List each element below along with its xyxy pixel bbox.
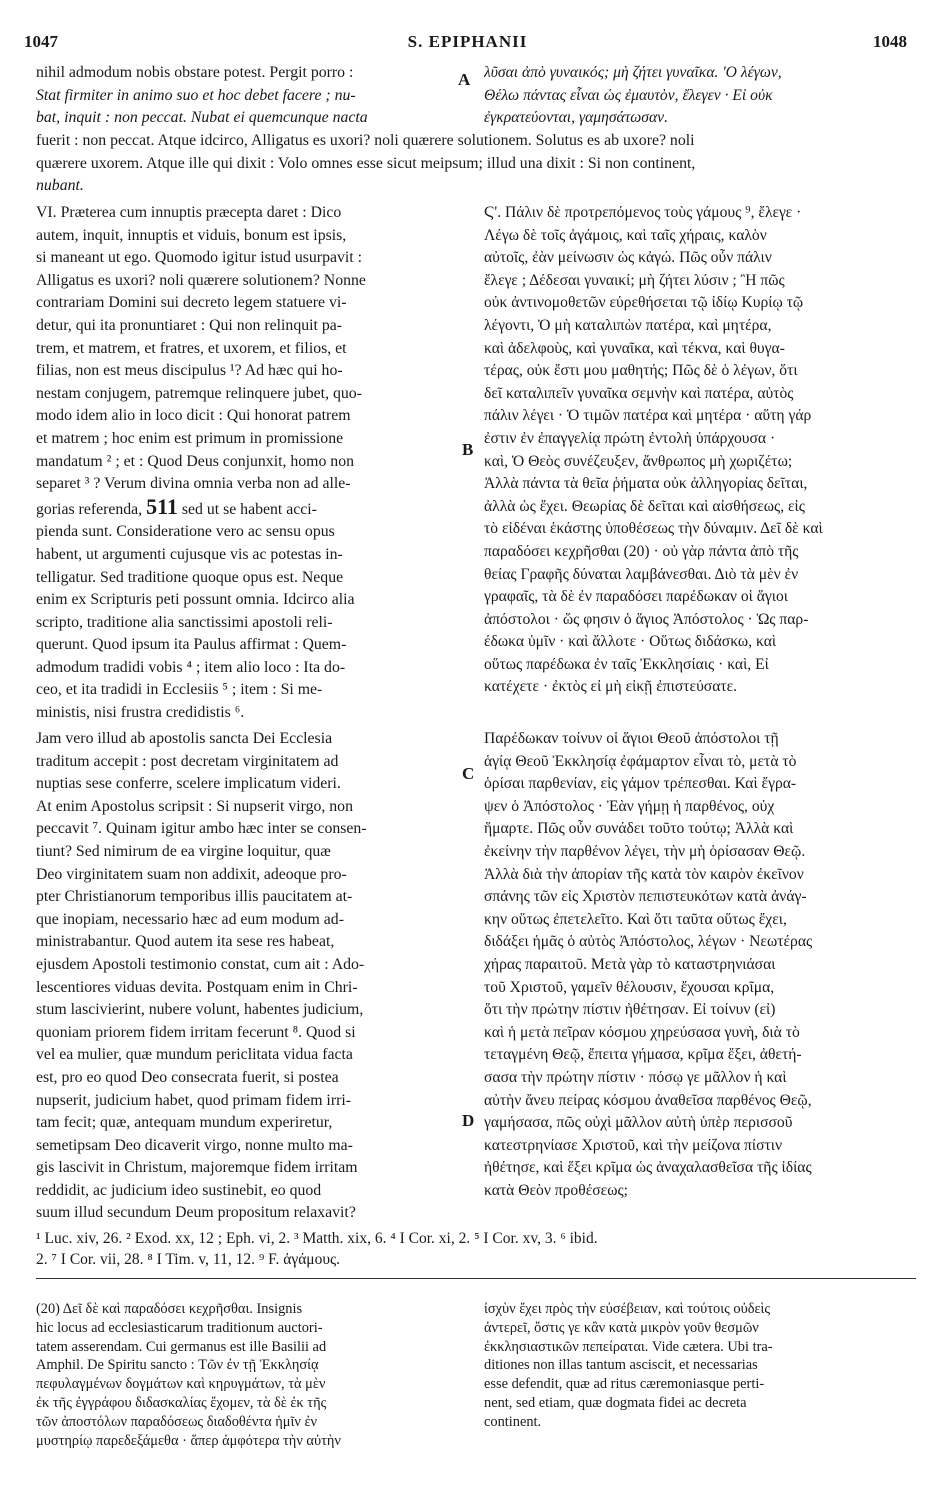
text-line: lescentiores viduas devita. Postquam enim in Chri- [36,978,358,996]
text-line: pienda sunt. Consideratione vero ac sensu opus [36,523,335,541]
text-line: ἐκείνην τὴν παρθένον λέγει, τὴν μὴ ὁρίσασαν Θεῷ. [484,842,806,860]
text-line: nihil admodum nobis obstare potest. Pergit porro : [36,64,354,81]
text-line: γαμήσασα, πῶς οὐχὶ μᾶλλον αὐτὴ ὑπὲρ περισσοῦ [484,1114,793,1132]
text-line: quoniam priorem fidem irritam fecerunt ⁸. Quod si [36,1023,356,1041]
text-line: et matrem ; hoc enim est primum in promissione [36,429,344,447]
text-line: VI. Præterea cum innuptis præcepta daret : Dico [36,204,342,221]
text-line: Ἀλλὰ διὰ τὴν ἀπορίαν τῆς κατὰ τὸν καιρὸν ἐκεῖνον [484,865,804,883]
text-line: gis lascivit in Christum, majoremque fidem irritam [36,1159,358,1177]
text-line: λῦσαι ἀπὸ γυναικός; μὴ ζήτει γυναῖκα. 'Ο λέγων, [484,64,782,81]
text-line: κατεστρηνίασε Χριστοῦ, καὶ τὴν μείζονα πίστιν [484,1136,783,1154]
text-line: δεῖ καταλιπεῖν γυναῖκα σεμνὴν καὶ πατέρα, αὐτὸς [484,384,794,402]
text-line: σασα τὴν πρώτην πίστιν · πόσῳ γε μᾶλλον ἡ καὶ [484,1068,787,1086]
text-line: pter Christianorum temporibus illis paucitatem at- [36,888,353,906]
text-line: vel ea mulier, quæ mundum periclitata vidua facta [36,1046,353,1064]
text-line: stum lascivierint, nubere volunt, habentes judicium, [36,1001,364,1019]
left-page-number: 1047 [24,32,58,51]
note-line: μυστηρίῳ παρεδεξάμεθα · ἅπερ ἀμφότερα τὴν αὐτὴν [36,1432,341,1449]
text-line: Deo virginitatem suam non addixit, adeoque pro- [36,865,347,883]
text-line: ἀλλὰ ὡς ἔχει. Θεωρίας δὲ δεῖται καὶ αἰσθήσεως, εἰς [484,497,805,515]
text-line: διδάξει ἡμᾶς ὁ αὐτὸς Ἀπόστολος, λέγων · Νεωτέρας [484,933,813,951]
greek-section-b [484,202,914,699]
text-line: ὁρίσαι παρθενίαν, εἰς γάμον τρέπεσθαι. Καὶ ἔγρα- [484,775,797,793]
text-line: autem, inquit, innuptis et viduis, bonum est ipsis, [36,226,347,244]
text-line: nupserit, judicium habet, quod primam fidem irri- [36,1091,351,1109]
right-page-number: 1048 [873,32,907,51]
text-line: ἁγίᾳ Θεοῦ Ἐκκλησίᾳ ἐφάμαρτον εἶναι τὸ, μετὰ τὸ [484,752,797,770]
note-line: Amphil. De Spiritu sancto : Τῶν ἐν τῇ Ἐκκλησίᾳ [36,1357,319,1374]
text-line: nuptias sese conferre, scelere implicatum videri. [36,775,341,793]
top-latin-full [36,130,916,198]
text-line: tiunt? Sed nimirum de ea virgine loquitur, quæ [36,842,331,860]
text-line: ἐστιν ἐν ἐπαγγελίᾳ πρώτη ἐντολὴ ὑπάρχουσα · [484,429,776,447]
text-line: θείας Γραφῆς δύναται λαμβάνεσθαι. Διὸ τὰ μὲν ἐν [484,565,799,583]
text-line: κατέχετε · ἐκτὸς εἰ μὴ εἰκῇ ἐπιστεύσατε. [484,678,738,696]
text-line: Jam vero illud ab apostolis sancta Dei Ecclesia [36,730,333,747]
text-line: τέρας, οὐκ ἔστι μου μαθητής; Πῶς δὲ ὁ λέγων, ὅτι [484,362,798,380]
note-line: ditiones non illas tantum asciscit, et necessarias [484,1357,758,1374]
text-line: quærere uxorem. Atque ille qui dixit : Volo omnes esse sicut meipsum; illud una dixit : Si non continent, [36,154,696,172]
text-line: τεταγμένη Θεῷ, ἔπειτα γήμασα, κρῖμα ἔξει, ἀθετή- [484,1046,802,1064]
text-line: semetipsam Deo dicaverit virgo, nonne multo ma- [36,1136,353,1154]
footnote-line: ¹ Luc. xiv, 26. ² Exod. xx, 12 ; Eph. vi, 2. ³ Matth. xix, 6. ⁴ I Cor. xi, 2. ⁵ I Cor. xv, 3. ⁶ ibid. [36,1230,598,1247]
text-line: ceo, et ita tradidi in Ecclesiis ⁵ ; item : Si me- [36,681,323,699]
text-line: tam fecit; quæ, antequam mundum experiretur, [36,1114,333,1132]
text-line: nestam conjugem, patremque relinquere jubet, quo- [36,384,362,402]
text-line: πάλιν λέγει · Ὁ τιμῶν πατέρα καὶ μητέρα · αὕτη γάρ [484,407,812,425]
note-line: ἐκ τῆς ἐγγράφου διδασκαλίας ἔχομεν, τὰ δὲ ἐκ τῆς [36,1394,327,1411]
text-line: ἀπόστολοι · ὥς φησιν ὁ ἅγιος Ἀπόστολος · Ὡς παρ- [484,610,809,628]
margin-marker-b: B [462,440,474,459]
text-line: telligatur. Sed traditione quoque opus est. Neque [36,568,344,586]
text-line: Παρέδωκαν τοίνυν οἱ ἅγιοι Θεοῦ ἀπόστολοι τῇ [484,730,779,747]
text-line: que inopiam, necessario hæc ad eum modum ad- [36,910,344,928]
text-line: σπάνης τῶν εἰς Χριστὸν πεπιστευκότων κατὰ ἀνάγ- [484,888,807,906]
text-line: traditum accepit : post decretam virginitatem ad [36,752,339,770]
text-line: Ϛ'. Πάλιν δὲ προτρεπόμενος τοὺς γάμους ⁹, ἔλεγε · [484,204,802,221]
text-line: τὸ εἰδέναι ἑκάστης ὑποθέσεως τὴν δύναμιν. Δεῖ δὲ καὶ [484,520,823,538]
text-line: τοῦ Χριστοῦ, γαμεῖν θέλουσιν, ἔχουσαι κρῖμα, [484,978,775,996]
text-line: ἔλεγε ; Δέδεσαι γυναικί; μὴ ζήτει λύσιν ; Ἢ πῶς [484,271,785,289]
note-line: τῶν ἀποστόλων παραδόσεως διαδοθέντα ἡμῖν ἐν [36,1413,318,1430]
column-number: 511 [146,495,178,519]
footnote-divider [36,1278,916,1279]
note-left [36,1300,456,1450]
margin-marker-d: D [462,1111,475,1130]
running-header [0,28,935,54]
latin-section-c [36,728,456,1225]
text-line: οὕτως παρέδωκα ἐν ταῖς Ἐκκλησίαις · καὶ, Εἰ [484,655,769,673]
text-line: ministrabantur. Quod autem ita sese res habeat, [36,933,335,951]
text-line: nubant. [36,177,84,195]
text-line: contrariam Domini sui decreto legem statuere vi- [36,294,347,312]
text-line: ejusdem Apostoli testimonio constat, cum ait : Ado- [36,955,365,973]
margin-marker-a: A [458,70,471,89]
text-line: χήρας παραιτοῦ. Μετὰ γὰρ τὸ καταστρηνιάσαι [484,955,776,973]
latin-section-b [36,202,456,725]
margin-marker-c: C [462,764,475,783]
text-line: reddidit, ac judicium ideo sustinebit, eo quod [36,1181,322,1199]
text-line: querunt. Quod ipsum ita Paulus affirmat : Quem- [36,636,347,654]
text-line: mandatum ² ; et : Quod Deus conjunxit, homo non [36,452,355,470]
text-line: καὶ, Ὁ Θεὸς συνέζευξεν, ἄνθρωπος μὴ χωριζέτω; [484,452,793,470]
text-line: modo idem alio in loco dicit : Qui honorat patrem [36,407,351,425]
text-line: separet ³ ? Verum divina omnia verba non ad alle- [36,475,351,493]
text-line: fuerit : non peccat. Atque idcirco, Alligatus es uxori? noli quærere solutionem. Solutus es ab uxore? noli [36,132,695,149]
text-line: Ἀλλὰ πάντα τὰ θεῖα ῥήματα οὐκ ἀλληγορίας δεῖται, [484,475,808,493]
text-line: οὐκ ἀντινομοθετῶν εὑρεθήσεται τῷ ἰδίῳ Κυρίῳ τῷ [484,294,804,312]
text-line: καὶ ἀδελφοὺς, καὶ γυναῖκα, καὶ τέκνα, καὶ θυγα- [484,339,785,357]
footnote-line: 2. ⁷ I Cor. vii, 28. ⁸ I Tim. v, 11, 12. ⁹ F. ἀγάμους. [36,1251,341,1268]
note-right [484,1300,914,1432]
text-line: αὐτὴν ἄνευ πείρας κόσμου ἀναθεῖσα παρθένος Θεῷ, [484,1091,812,1109]
text-line: λέγοντι, Ὁ μὴ καταλιπὼν πατέρα, καὶ μητέρα, [484,316,772,334]
top-latin-left [36,62,456,130]
text-line: έδωκα ὑμῖν · καὶ ἄλλοτε · Οὕτως διδάσκω, καὶ [484,633,777,651]
text-line: κατὰ Θεὸν προθέσεως; [484,1181,628,1199]
text-line: ἠθέτησε, καὶ ἕξει κρῖμα ὡς ἀναχαλασθεῖσα τῆς ἰδίας [484,1159,812,1177]
text-line: scripto, traditione alia sanctissimi apostoli reli- [36,613,333,631]
text-line: si maneant ut ego. Quomodo igitur istud usurpavit : [36,249,362,267]
text-line: ἐγκρατεύονται, γαμησάτωσαν. [484,109,668,127]
note-line: ἐκκλησιαστικῶν πεπείραται. Vide cætera. Ubi tra- [484,1338,773,1355]
text-line: trem, et matrem, et fratres, et uxorem, et filios, et [36,339,347,357]
running-title: S. EPIPHANII [407,32,528,51]
text-line: παραδόσει κεχρῆσθαι (20) · οὐ γὰρ πάντα ἀπὸ τῆς [484,542,799,560]
text-line: γραφαῖς, τὰ δὲ ἐν παραδόσει παρέδωκαν οἱ ἅγιοι [484,588,788,606]
note-line: πεφυλαγμένων δογμάτων καὶ κηρυγμάτων, τὰ μὲν [36,1376,326,1393]
note-line: (20) Δεῖ δὲ καὶ παραδόσει κεχρῆσθαι. Insignis [36,1301,303,1317]
text-line: καὶ ἡ μετὰ πεῖραν κόσμου χηρεύσασα γυνὴ, διὰ τὸ [484,1023,800,1041]
note-line: tatem asserendam. Cui germanus est ille Basilii ad [36,1338,327,1355]
text-line: Alligatus es uxori? noli quærere solutionem? Nonne [36,271,366,289]
text-line: ministis, nisi frustra credidistis ⁶. [36,704,245,722]
note-line: ἀντερεῖ, ὅστις γε κἂν κατὰ μικρὸν γοῦν θεσμῶν [484,1319,759,1336]
text-line: Θέλω πάντας εἶναι ὡς ἐμαυτὸν, ἔλεγεν · Εἰ οὐκ [484,86,773,104]
text-line: gorias referenda, 511 sed ut se habent acci- [36,495,317,519]
note-line: nent, sed etiam, quæ dogmata fidei ac decreta [484,1394,747,1411]
note-line: esse defendit, quæ ad ritus cæremoniasque perti- [484,1376,765,1393]
text-line: At enim Apostolus scripsit : Si nupserit virgo, non [36,797,353,815]
text-line: αὐτοῖς, ἐὰν μείνωσιν ὡς κἀγώ. Πῶς οὖν πάλιν [484,249,772,267]
greek-section-c [484,728,914,1202]
text-line: admodum tradidi vobis ⁴ ; item alio loco : Ita do- [36,658,346,676]
text-line: suum illud secundum Deum propositum relaxavit? [36,1204,356,1222]
text-line: ψεν ὁ Ἀπόστολος · Ἐὰν γήμῃ ἡ παρθένος, οὐχ [484,797,775,815]
text-line: κην οὕτως ἐπετελεῖτο. Καὶ ὅτι ταῦτα οὕτως ἔχει, [484,910,787,928]
note-line: ἰσχὺν ἔχει πρὸς τὴν εὐσέβειαν, καὶ τούτοις οὐδεὶς [484,1301,771,1317]
text-line: habent, ut argumenti cujusque vis ac potestas in- [36,545,343,563]
text-line: filias, non est meus discipulus ¹? Ad hæc qui ho- [36,362,343,380]
text-line: Λέγω δὲ τοῖς ἀγάμοις, καὶ ταῖς χήραις, καλὸν [484,226,767,244]
text-line: bat, inquit : non peccat. Nubat ei quemcunque nacta [36,109,368,127]
note-line: hic locus ad ecclesiasticarum traditionum auctori- [36,1319,323,1336]
text-line: Stat firmiter in animo suo et hoc debet facere ; nu- [36,86,356,104]
note-line: continent. [484,1413,542,1430]
top-greek-right [484,62,914,130]
text-line: detur, qui ita pronuntiaret : Qui non relinquit pa- [36,316,343,334]
text-line: ὅτι τὴν πρώτην πίστιν ἠθέτησαν. Εἰ τοίνυν (εἰ) [484,1001,776,1019]
text-line: enim ex Scripturis peti possunt omnia. Idcirco alia [36,591,355,609]
text-line: ἥμαρτε. Πῶς οὖν συνάδει τοῦτο τούτῳ; Ἀλλὰ καὶ [484,820,794,838]
text-line: peccavit ⁷. Quinam igitur ambo hæc inter se consen- [36,820,367,838]
footnotes [36,1228,916,1270]
text-line: est, pro eo quod Deo consecrata fuerit, si postea [36,1068,339,1086]
